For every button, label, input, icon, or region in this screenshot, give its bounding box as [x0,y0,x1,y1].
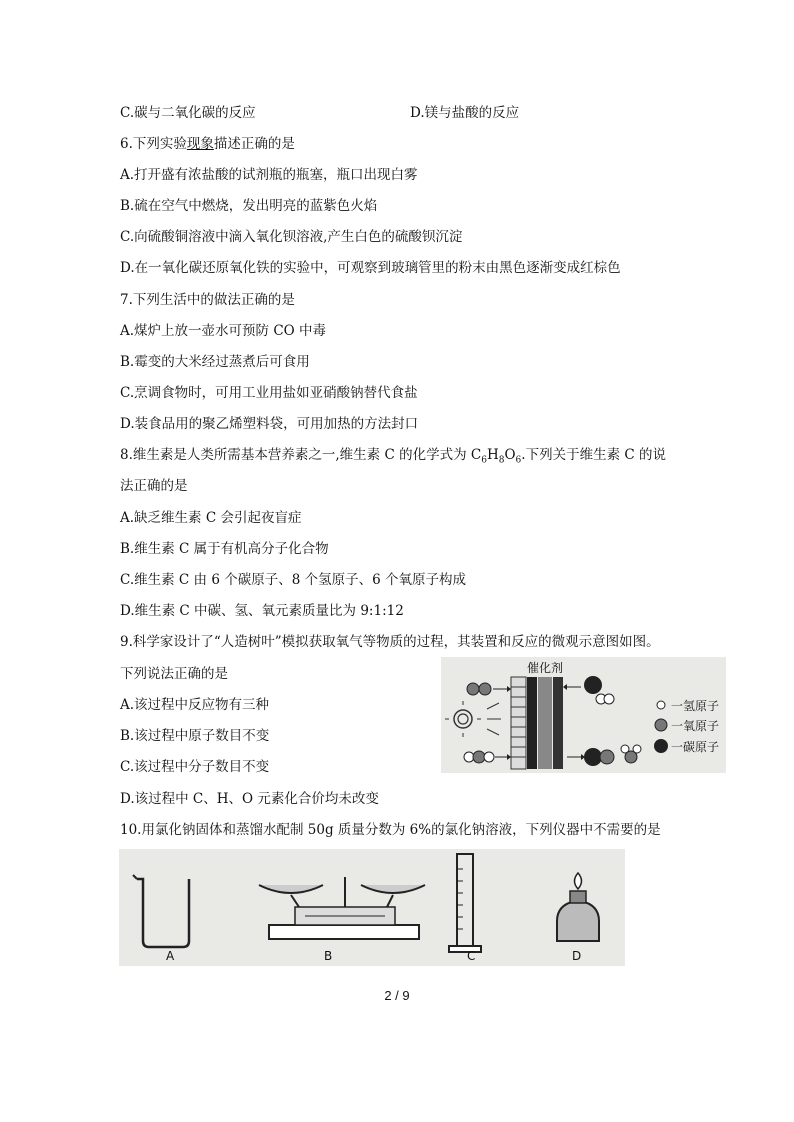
q6-option-c: C.向硫酸铜溶液中滴入氧化钡溶液,产生白色的硫酸钡沉淀 [120,229,463,245]
q8-option-a: A.缺乏维生素 C 会引起夜盲症 [120,510,302,526]
q8-stem-line2: 法正确的是 [120,478,188,494]
q5-option-d: D.镁与盐酸的反应 [410,105,520,121]
q6-stem-prefix: 6.下列实验 [120,136,187,152]
q6-stem-underlined: 现象 [186,136,214,152]
instruments-figure [119,849,625,966]
q6-option-a: A.打开盛有浓盐酸的试剂瓶的瓶塞，瓶口出现白雾 [120,167,418,183]
q9-option-a: A.该过程中反应物有三种 [120,697,270,713]
instrument-label-a: A [166,949,175,963]
q7-stem: 7.下列生活中的做法正确的是 [120,292,295,308]
q8-sub-c: 6 [481,455,487,466]
q8-stem-part1: 8.维生素是人类所需基本营养素之一,维生素 C 的化学式为 C [120,447,482,463]
legend-carbon: 一碳原子 [671,740,720,754]
legend-oxygen: 一氧原子 [671,719,720,733]
instrument-label-d: D [572,949,582,963]
q8-o: O [504,447,516,463]
q6-option-b: B.硫在空气中燃烧，发出明亮的蓝紫色火焰 [120,198,378,214]
legend-hydrogen: 一氢原子 [671,699,720,713]
q9-option-c: C.该过程中分子数目不变 [120,759,270,775]
q5-option-c: C.碳与二氧化碳的反应 [120,105,256,121]
catalyst-label: 催化剂 [527,661,564,675]
q8-sub-h: 8 [498,455,505,466]
q9-stem-line2: 下列说法正确的是 [120,666,228,682]
q8-stem-line1 [120,446,666,470]
q9-option-b: B.该过程中原子数目不变 [120,728,270,744]
q6-stem-suffix: 描述正确的是 [213,136,295,152]
q7-option-b: B.霉变的大米经过蒸煮后可食用 [120,354,310,370]
q10-stem: 10.用氯化钠固体和蒸馏水配制 50g 质量分数为 6%的氯化钠溶液，下列仪器中不需要的是 [120,822,661,838]
q6-option-d: D.在一氧化碳还原氧化铁的实验中，可观察到玻璃管里的粉末由黑色逐渐变成红棕色 [120,260,621,276]
q7-option-d: D.装食品用的聚乙烯塑料袋，可用加热的方法封口 [120,416,419,432]
q9-stem-line1: 9.科学家设计了“人造树叶”模拟获取氧气等物质的过程，其装置和反应的微观示意图如图。 [120,634,660,650]
q8-option-b: B.维生素 C 属于有机高分子化合物 [120,541,329,557]
q7-option-c: C.烹调食物时，可用工业用盐如亚硝酸钠替代食盐 [120,385,418,401]
artificial-leaf-figure [441,657,726,773]
instrument-label-b: B [324,949,333,963]
q8-option-d: D.维生素 C 中碳、氢、氧元素质量比为 9:1:12 [120,603,404,619]
q8-stem-part2: .下列关于维生素 C 的说 [521,447,666,463]
q8-option-c: C.维生素 C 由 6 个碳原子、8 个氢原子、6 个氧原子构成 [120,572,466,588]
q8-sub-o: 6 [515,455,522,466]
page-number: 2 / 9 [384,988,410,1003]
q6-stem [120,135,295,153]
q8-h: H [486,447,499,463]
q7-option-a: A.煤炉上放一壶水可预防 CO 中毒 [120,323,327,339]
q9-option-d: D.该过程中 C、H、O 元素化合价均未改变 [120,791,379,807]
instrument-label-c: C [467,949,476,963]
